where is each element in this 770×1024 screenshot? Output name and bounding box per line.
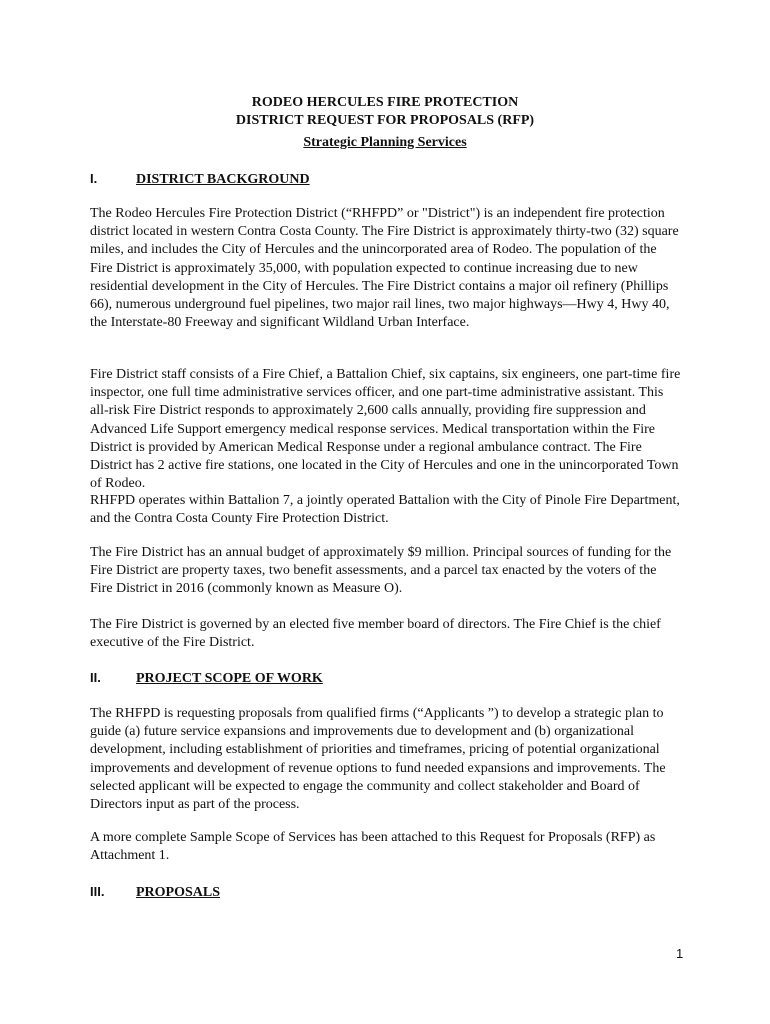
section-number: III. [90, 884, 105, 899]
section-number: II. [90, 670, 101, 685]
title-line-2: DISTRICT REQUEST FOR PROPOSALS (RFP) [235, 113, 535, 128]
section-heading-3 [90, 883, 220, 902]
section-title: PROPOSALS [136, 885, 221, 900]
section-heading-2 [90, 669, 323, 688]
paragraph-battalion: RHFPD operates within Battalion 7, a jointly operated Battalion with the City of Pinole Fire Department, and the Contra Costa County Fire Protection District. [90, 493, 680, 527]
page-number: 1 [676, 946, 684, 961]
paragraph-scope-of-work: The RHFPD is requesting proposals from qualified firms (“Applicants ”) to develop a strategic plan to guide (a) future service expansions and improvements due to development and (b) organizational development, including establishment of priorities and timeframes, pricing of potential organizational improvements and development of revenue options to fund needed expansions and improvements. The selected applicant will be expected to engage the community and collect stakeholder and Board of Directors input as part of the process. [90, 706, 666, 813]
document-subtitle: Strategic Planning Services [303, 135, 467, 150]
paragraph-attachment: A more complete Sample Scope of Services has been attached to this Request for Proposals (RFP) as Attachment 1. [90, 830, 656, 864]
paragraph-governance: The Fire District is governed by an elected five member board of directors. The Fire Chief is the chief executive of the Fire District. [90, 617, 661, 651]
paragraph-district-overview: The Rodeo Hercules Fire Protection District (“RHFPD” or "District") is an independent fire protection district located in western Contra Costa County. The Fire District is approximately thirty-two (32) square miles, and includes the City of Hercules and the unincorporated area of Rodeo. The population of the Fire District is approximately 35,000, with population expected to continue increasing due to new residential development in the City of Hercules. The Fire District contains a major oil refinery (Phillips 66), numerous underground fuel pipelines, two major rail lines, two major highways—Hwy 4, Hwy 40, the Interstate-80 Freeway and significant Wildland Urban Interface. [90, 206, 679, 331]
section-heading-1 [90, 170, 310, 189]
section-title: PROJECT SCOPE OF WORK [136, 671, 323, 686]
section-number: I. [90, 171, 98, 186]
paragraph-district-staff: Fire District staff consists of a Fire Chief, a Battalion Chief, six captains, six engineers, one part-time fire inspector, one full time administrative services officer, and one part-time administrative assistant. This all-risk Fire District responds to approximately 2,600 calls annually, providing fire suppression and Advanced Life Support emergency medical response services. Medical transportation within the Fire District is provided by American Medical Response under a regional ambulance contract. The Fire District has 2 active fire stations, one located in the City of Hercules and one in the unincorporated Town of Rodeo. [90, 367, 681, 492]
title-line-1: RODEO HERCULES FIRE PROTECTION [251, 95, 519, 110]
section-title: DISTRICT BACKGROUND [136, 172, 310, 187]
document-title-block [0, 94, 770, 152]
paragraph-budget: The Fire District has an annual budget of approximately $9 million. Principal sources of funding for the Fire District are property taxes, two benefit assessments, and a parcel tax enacted by the voters of the Fire District in 2016 (commonly known as Measure O). [90, 545, 672, 597]
